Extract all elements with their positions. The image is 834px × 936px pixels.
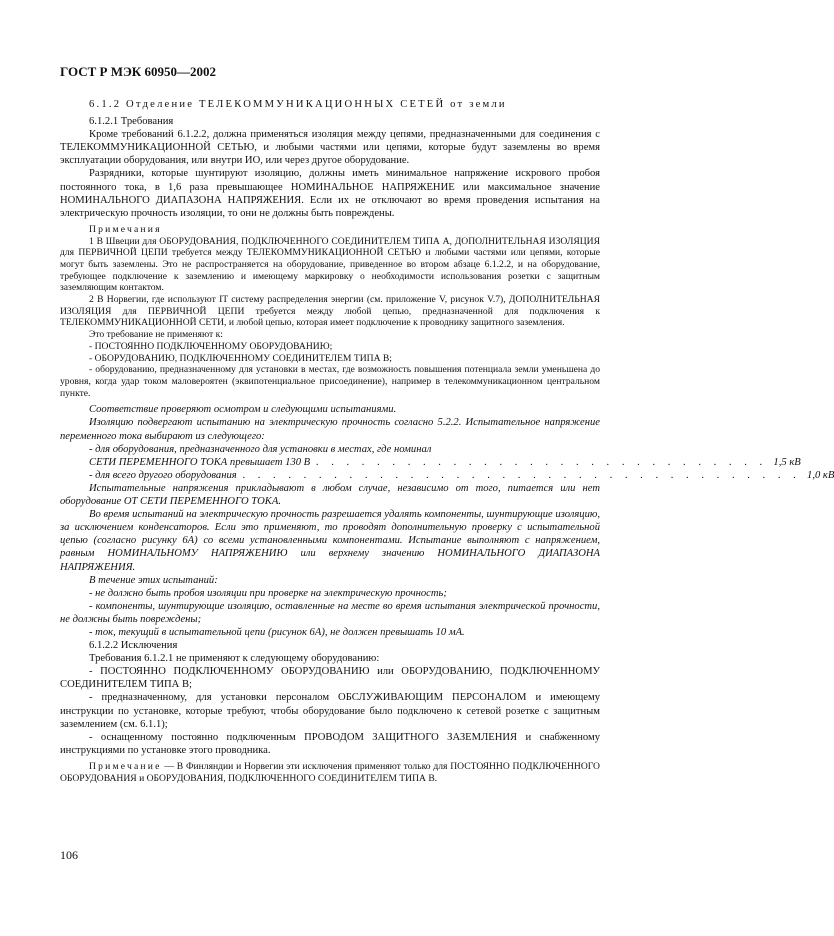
test-item: - ток, текущий в испытательной цепи (рисунок 6А), не должен превышать 10 мА. — [89, 626, 465, 638]
test-paragraph: Испытательные напряжения прикладывают в любом случае, независимо от того, питается или нет оборудование ОТ СЕТИ ПЕРЕМЕННОГО ТОКА. — [60, 482, 600, 508]
voltage-row-label: СЕТИ ПЕРЕМЕННОГО ТОКА превышает 130 В — [89, 456, 311, 468]
paragraph: Кроме требований 6.1.2.2, должна применяться изоляция между цепями, предназначенными для соединения с ТЕЛЕКОММУНИКАЦИОННОЙ СЕТЬЮ, и любыми частями или цепями, которые будут заземлены во время эксплуатации оборудования, или внутри ИО, или через другое оборудование. — [60, 129, 600, 167]
test-paragraph: Соответствие проверяют осмотром и следующими испытаниями. — [89, 404, 397, 416]
note-2-item: - ПОСТОЯННО ПОДКЛЮЧЕННОМУ ОБОРУДОВАНИЮ; — [89, 340, 333, 352]
exception-item: - оснащенному постоянно подключенным ПРОВОДОМ ЗАЩИТНОГО ЗАЗЕМЛЕНИЯ и снабженному инструкциями по установке этого проводника. — [60, 731, 600, 756]
paragraph: Требования 6.1.2.1 не применяют к следующему оборудованию: — [89, 653, 380, 665]
test-paragraph: В течение этих испытаний: — [89, 574, 218, 586]
test-item: - компоненты, шунтирующие изоляцию, оставленные на месте во время испытания электрической прочности, не должны быть повреждены; — [60, 600, 600, 625]
body-text — [60, 98, 834, 784]
test-paragraph: - для оборудования, предназначенного для установки в местах, где номинал — [89, 443, 432, 455]
exception-note-text: — В Финляндии и Норвегии эти исключения применяют только для ПОСТОЯННО ПОДКЛЮЧЕННОГО ОБОРУДОВАНИЯ и ОБОРУДОВАНИЯ, ПОДКЛЮЧЕННОГО СОЕДИНИТЕЛЕМ ТИПА В. — [60, 760, 600, 784]
leader-dots: . . . . . . . . . . . . . . . . . . . . . . . . . . . . . . . . . . . . . — [242, 469, 802, 481]
exception-item: - предназначенному, для установки персоналом ОБСЛУЖИВАЮЩИМ ПЕРСОНАЛОМ и имеющему инструкции по установке, которые требуют, чтобы оборудование было подключено к сетевой розетке с защитным заземлением (см. 6.1.1); — [60, 692, 600, 730]
note-1: 1 В Швеции для ОБОРУДОВАНИЯ, ПОДКЛЮЧЕННОГО СОЕДИНИТЕЛЕМ ТИПА А, ДОПОЛНИТЕЛЬНАЯ ИЗОЛЯЦИЯ для ПЕРВИЧНОЙ ЦЕПИ требуется между ТЕЛЕКОММУНИКАЦИОННОЙ СЕТЬЮ и любыми частями или цепями, которые могут быть заземлены. Это не распространяется на оборудование, приведенное во втором абзаце 6.1.2.2, и на оборудование, требующее подключение к заземлению и имеющему маркировку о необходимости использования розетки с защитным заземляющим контактом. — [60, 235, 600, 294]
section-6122-heading: 6.1.2.2 Исключения — [89, 640, 178, 652]
section-612-heading: 6.1.2 Отделение ТЕЛЕКОММУНИКАЦИОННЫХ СЕТЕЙ от земли — [89, 99, 507, 110]
voltage-row — [60, 469, 834, 482]
notes-label: Примечания — [89, 223, 162, 235]
test-paragraph: Изоляцию подвергают испытанию на электрическую прочность согласно 5.2.2. Испытательное напряжение переменного тока выбирают из следующего: — [60, 417, 600, 442]
note-2-text: Это требование не применяют к: — [89, 329, 223, 341]
voltage-row-value: 1,0 кВ — [807, 469, 834, 481]
note-2-item: - оборудованию, предназначенному для установки в местах, где возможность повышения потенциала земли уменьшена до уровня, когда удар током маловероятен (эквипотенциальное присоединение), например в телекоммуникационном центральном пункте. — [60, 364, 600, 399]
note-2-item: - ОБОРУДОВАНИЮ, ПОДКЛЮЧЕННОМУ СОЕДИНИТЕЛЕМ ТИПА В; — [89, 352, 392, 364]
voltage-row-value: 1,5 кВ — [773, 456, 801, 468]
standard-title: ГОСТ Р МЭК 60950—2002 — [60, 64, 216, 79]
paragraph: Разрядники, которые шунтируют изоляцию, должны иметь минимальное напряжение искрового пробоя постоянного тока, в 1,6 раза превышающее НОМИНАЛЬНОЕ НАПРЯЖЕНИЕ или максимальное значение НОМИНАЛЬНОГО ДИАПАЗОНА НАПРЯЖЕНИЯ. Если их не отключают во время проведения испытания на электрическую прочность изоляции, то они не должны быть повреждены. — [60, 168, 600, 219]
page-number: 106 — [60, 848, 78, 862]
voltage-row-label: - для всего другого оборудования — [89, 469, 237, 481]
test-item: - не должно быть пробоя изоляции при проверке на электрическую прочность; — [89, 587, 447, 599]
exception-item: - ПОСТОЯННО ПОДКЛЮЧЕННОМУ ОБОРУДОВАНИЮ или ОБОРУДОВАНИЮ, ПОДКЛЮЧЕННОМУ СОЕДИНИТЕЛЕМ ТИПА В; — [60, 666, 600, 691]
exception-note-label: Примечание — [89, 760, 162, 772]
test-paragraph: Во время испытаний на электрическую прочность разрешается удалять компоненты, шунтирующие изоляцию, за исключением конденсаторов. Если это применяют, то проводят дополнительную проверку с испытательной цепью (согласно рисунку 6А) со всеми установленными компонентами. Испытание выполняют с напряжением, равным НОМИНАЛЬНОМУ НАПРЯЖЕНИЮ или верхнему значению НОМИНАЛЬНОГО ДИАПАЗОНА НАПРЯЖЕНИЯ. — [60, 509, 600, 573]
exception-note — [60, 761, 600, 784]
section-6121-heading: 6.1.2.1 Требования — [89, 116, 174, 128]
leader-dots: . . . . . . . . . . . . . . . . . . . . . . . . . . . . . . — [316, 456, 768, 468]
note-2: 2 В Норвегии, где используют IT систему распределения энергии (см. приложение V, рисунок V.7), ДОПОЛНИТЕЛЬНАЯ ИЗОЛЯЦИЯ для ПЕРВИЧНОЙ ЦЕПИ требуется между любой цепью, предназначенной для подключения к ТЕЛЕКОММУНИКАЦИОННОЙ СЕТИ, и любой цепью, которая имеет подключение к проводнику защитного заземления. — [60, 294, 600, 329]
voltage-row — [60, 456, 801, 469]
